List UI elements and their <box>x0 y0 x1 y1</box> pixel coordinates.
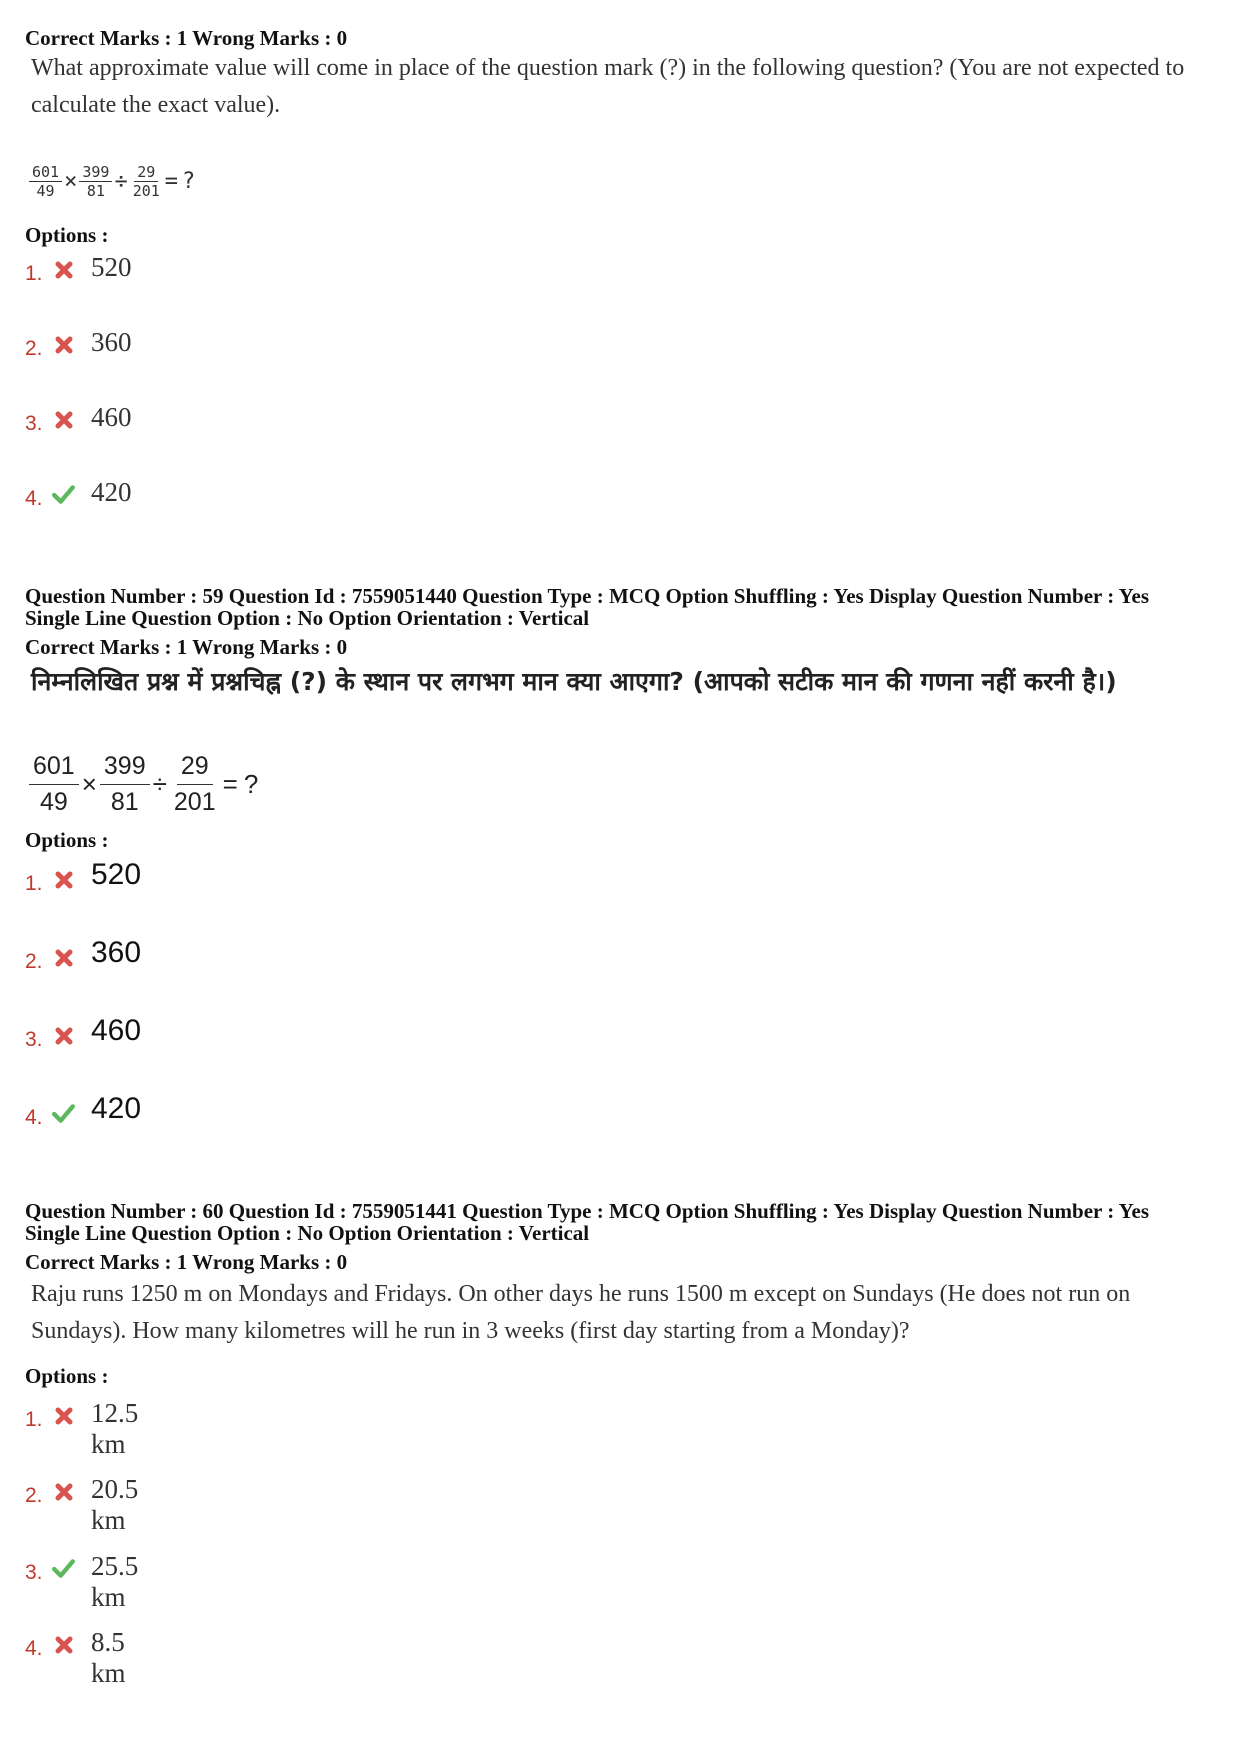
option-number: 2. <box>25 337 43 360</box>
option-number: 3. <box>25 412 43 435</box>
check-icon <box>52 483 76 505</box>
denominator: 49 <box>39 788 68 816</box>
option-number: 3. <box>25 1028 43 1051</box>
q60-marks: Correct Marks : 1 Wrong Marks : 0 <box>25 1250 348 1274</box>
numerator: 399 <box>79 163 112 182</box>
question-mark: ? <box>243 769 259 799</box>
numerator: 29 <box>177 752 213 785</box>
option-number: 4. <box>25 487 43 510</box>
option-number: 2. <box>25 1484 43 1507</box>
option-value: 520 <box>91 252 132 282</box>
numerator: 399 <box>100 752 150 785</box>
option-value: 460 <box>91 402 132 432</box>
numerator: 601 <box>29 752 79 785</box>
numerator: 29 <box>134 163 158 182</box>
q59-equation <box>29 752 261 817</box>
equals-sign: = <box>222 769 238 799</box>
option-value: 25.5 km <box>91 1551 139 1612</box>
q59-question-text: निम्नलिखित प्रश्न में प्रश्नचिह्न (?) के स्थान पर लगभग मान क्या आएगा? (आपको सटीक मान की गणना नहीं करनी है।) <box>31 667 1117 696</box>
q59-marks: Correct Marks : 1 Wrong Marks : 0 <box>25 635 348 659</box>
fraction <box>29 163 62 200</box>
cross-icon <box>54 1635 74 1655</box>
cross-icon <box>54 1026 74 1046</box>
option-value: 420 <box>91 477 132 507</box>
option-value: 360 <box>91 936 142 969</box>
fraction <box>100 752 150 817</box>
option-value: 12.5 km <box>91 1398 139 1459</box>
check-icon <box>52 1557 76 1579</box>
q58-options-label: Options : <box>25 223 109 247</box>
option-number: 2. <box>25 950 43 973</box>
q59-header-line-2: Single Line Question Option : No Option Orientation : Vertical <box>25 606 590 630</box>
cross-icon <box>54 1482 74 1502</box>
divide-sign: ÷ <box>114 169 128 194</box>
q58-equation <box>29 163 197 200</box>
option-number: 3. <box>25 1561 43 1584</box>
q60-header-line-1: Question Number : 60 Question Id : 7559051441 Question Type : MCQ Option Shuffling : Yes Display Question Number : Yes <box>25 1199 1150 1223</box>
option-number: 1. <box>25 1408 43 1431</box>
option-number: 1. <box>25 872 43 895</box>
cross-icon <box>54 260 74 280</box>
option-value: 360 <box>91 327 132 357</box>
fraction <box>79 163 112 200</box>
q59-options-label: Options : <box>25 828 109 852</box>
q58-marks: Correct Marks : 1 Wrong Marks : 0 <box>25 26 348 50</box>
check-icon <box>52 1102 76 1124</box>
q60-header-line-2: Single Line Question Option : No Option Orientation : Vertical <box>25 1221 590 1245</box>
q60-question-text: Raju runs 1250 m on Mondays and Fridays. On other days he runs 1500 m except on Sundays (He does not run on Sundays). How many kilometres will he run in 3 weeks (first day starting from a Monday)? <box>31 1281 1131 1344</box>
question-mark: ? <box>182 169 196 194</box>
denominator: 49 <box>36 182 55 200</box>
q59-header-line-1: Question Number : 59 Question Id : 7559051440 Question Type : MCQ Option Shuffling : Yes Display Question Number : Yes <box>25 584 1150 608</box>
denominator: 81 <box>86 182 105 200</box>
denominator: 81 <box>110 788 139 816</box>
cross-icon <box>54 1406 74 1426</box>
cross-icon <box>54 870 74 890</box>
cross-icon <box>54 410 74 430</box>
option-number: 1. <box>25 262 43 285</box>
option-number: 4. <box>25 1637 43 1660</box>
times-sign: × <box>64 169 78 194</box>
option-value: 20.5 km <box>91 1474 139 1535</box>
option-value: 420 <box>91 1092 142 1125</box>
cross-icon <box>54 948 74 968</box>
option-value: 460 <box>91 1014 142 1047</box>
option-value: 8.5 km <box>91 1627 126 1688</box>
numerator: 601 <box>29 163 62 182</box>
fraction <box>29 752 79 817</box>
fraction <box>170 752 220 817</box>
denominator: 201 <box>132 182 160 200</box>
fraction <box>130 163 163 200</box>
divide-sign: ÷ <box>152 769 167 799</box>
q60-options-label: Options : <box>25 1364 109 1388</box>
option-number: 4. <box>25 1106 43 1129</box>
equals-sign: = <box>164 169 179 194</box>
denominator: 201 <box>173 788 216 816</box>
option-value: 520 <box>91 858 142 891</box>
cross-icon <box>54 335 74 355</box>
q58-question-text: What approximate value will come in place of the question mark (?) in the following question? (You are not expected to calculate the exact value). <box>31 55 1185 118</box>
times-sign: × <box>81 769 97 799</box>
